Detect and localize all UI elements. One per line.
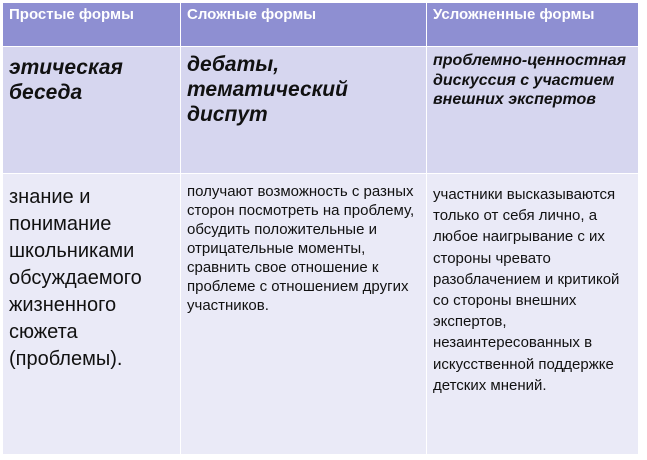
- header-complex-forms: Сложные формы: [181, 3, 427, 47]
- description-complex: получают возможность с разных сторон посмотреть на проблему, обсудить положительные и отрицательные моменты, сравнить свое отношение к проблеме с отношением других участников.: [181, 174, 427, 455]
- forms-row: [3, 47, 639, 174]
- form-simple: этическая беседа: [3, 47, 181, 174]
- forms-table: [2, 2, 639, 455]
- form-advanced: проблемно-ценностная дискуссия с участием внешних экспертов: [427, 47, 639, 174]
- description-simple: знание и понимание школьниками обсуждаемого жизненного сюжета (проблемы).: [3, 174, 181, 455]
- form-complex: дебаты, тематический диспут: [181, 47, 427, 174]
- header-advanced-forms: Усложненные формы: [427, 3, 639, 47]
- header-row: [3, 3, 639, 47]
- descriptions-row: [3, 174, 639, 455]
- header-simple-forms: Простые формы: [3, 3, 181, 47]
- description-advanced: участники высказываются только от себя лично, а любое наигрывание с их стороны чревато разоблачением и критикой со стороны внешних экспертов, незаинтересованных в искусственной поддержке детских мнений.: [427, 174, 639, 455]
